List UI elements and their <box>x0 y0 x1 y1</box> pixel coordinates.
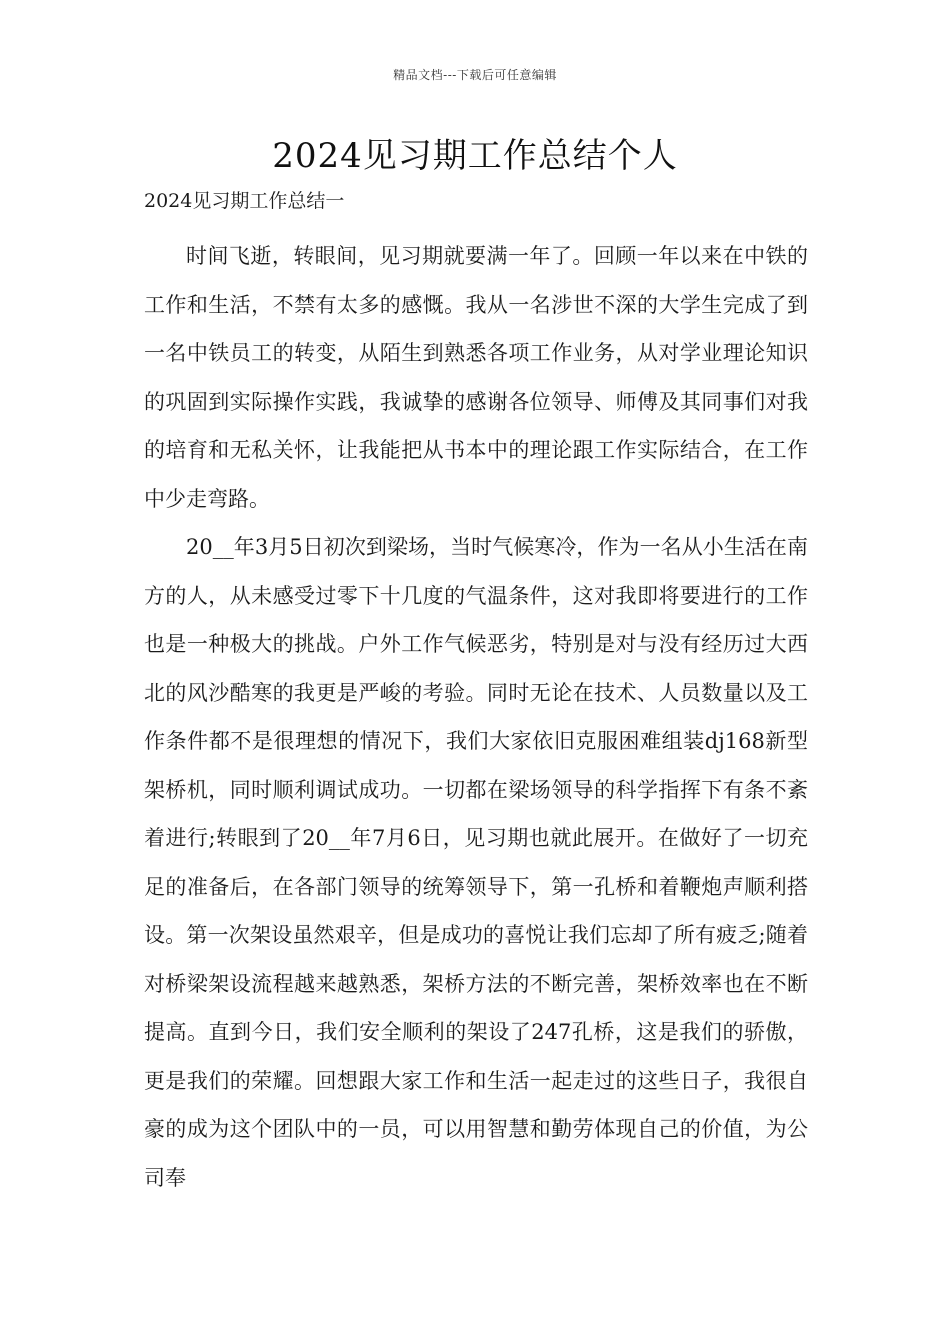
paragraph-2: 20__年3月5日初次到梁场，当时气候寒冷，作为一名从小生活在南方的人，从未感受过零下十几度的气温条件，这对我即将要进行的工作也是一种极大的挑战。户外工作气候恶劣，特别是对与没有经历过大西北的风沙酷寒的我更是严峻的考验。同时无论在技术、人员数量以及工作条件都不是很理想的情况下，我们大家依旧克服困难组装dj168新型架桥机，同时顺利调试成功。一切都在梁场领导的科学指挥下有条不紊着进行;转眼到了20__年7月6日，见习期也就此展开。在做好了一切充足的准备后，在各部门领导的统筹领导下，第一孔桥和着鞭炮声顺利搭设。第一次架设虽然艰辛，但是成功的喜悦让我们忘却了所有疲乏;随着对桥梁架设流程越来越熟悉，架桥方法的不断完善，架桥效率也在不断提高。直到今日，我们安全顺利的架设了247孔桥，这是我们的骄傲，更是我们的荣耀。回想跟大家工作和生活一起走过的这些日子，我很自豪的成为这个团队中的一员，可以用智慧和勤劳体现自己的价值，为公司奉 <box>144 535 808 1190</box>
document-title: 2024见习期工作总结个人 <box>272 136 678 176</box>
section-heading: 2024见习期工作总结一 <box>144 190 345 212</box>
document-body <box>144 232 808 1202</box>
paragraph-1: 时间飞逝，转眼间，见习期就要满一年了。回顾一年以来在中铁的工作和生活，不禁有太多的感慨。我从一名涉世不深的大学生完成了到一名中铁员工的转变，从陌生到熟悉各项工作业务，从对学业理论知识的巩固到实际操作实践，我诚挚的感谢各位领导、师傅及其同事们对我的培育和无私关怀，让我能把从书本中的理论跟工作实际结合，在工作中少走弯路。 <box>144 244 808 511</box>
header-note: 精品文档---下载后可任意编辑 <box>393 68 557 82</box>
